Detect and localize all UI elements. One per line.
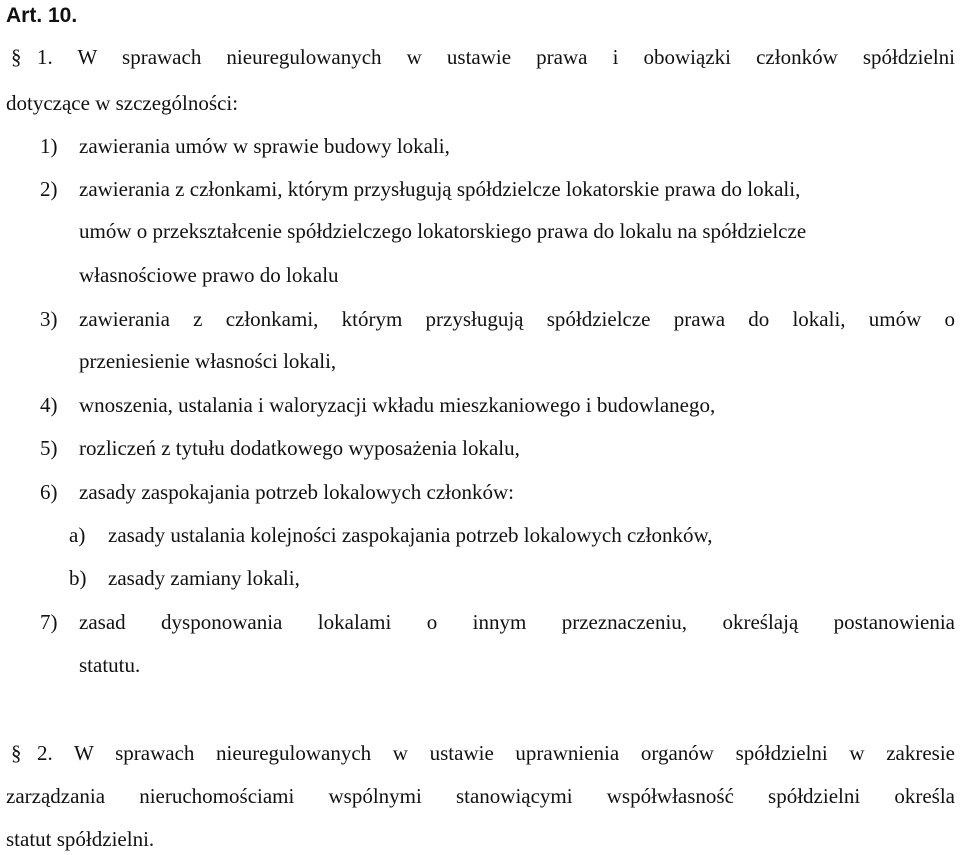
subitem-letter: a) bbox=[69, 523, 86, 547]
item-text: zasad dysponowania lokalami o innym przeznaczeniu, określają postanowienia bbox=[79, 610, 955, 634]
section-1-intro: 1. W sprawach nieuregulowanych w ustawie prawa i obowiązki członków spółdzielni bbox=[37, 45, 955, 69]
item-number: 2) bbox=[40, 177, 58, 201]
item-number: 1) bbox=[40, 134, 58, 158]
item-text: zawierania umów w sprawie budowy lokali, bbox=[79, 134, 450, 158]
item-text: rozliczeń z tytułu dodatkowego wyposażenia lokalu, bbox=[79, 436, 520, 460]
item-text: zawierania z członkami, którym przysługują spółdzielcze prawa do lokali, umów o bbox=[79, 307, 955, 331]
item-text-cont: przeniesienie własności lokali, bbox=[79, 349, 337, 373]
item-number: 3) bbox=[40, 307, 58, 331]
item-text: zawierania z członkami, którym przysługują spółdzielcze lokatorskie prawa do lokali, bbox=[79, 177, 801, 201]
item-text-cont: własnościowe prawo do lokalu bbox=[79, 263, 339, 287]
item-number: 6) bbox=[40, 480, 58, 504]
section-2-text: 2. W sprawach nieuregulowanych w ustawie uprawnienia organów spółdzielni w zakresie bbox=[37, 741, 955, 765]
item-text: wnoszenia, ustalania i waloryzacji wkładu mieszkaniowego i budowlanego, bbox=[79, 393, 716, 417]
item-text: zasady zaspokajania potrzeb lokalowych członków: bbox=[79, 480, 515, 504]
section-mark: § bbox=[11, 45, 22, 69]
section-2-text-cont: zarządzania nieruchomościami wspólnymi stanowiącymi współwłasność spółdzielni określa bbox=[6, 784, 955, 808]
item-number: 7) bbox=[40, 610, 58, 634]
item-text-cont: statutu. bbox=[79, 653, 141, 677]
article-title: Art. 10. bbox=[6, 4, 78, 27]
section-mark: § bbox=[11, 741, 22, 765]
section-2-text-cont: statut spółdzielni. bbox=[6, 827, 155, 851]
subitem-text: zasady zamiany lokali, bbox=[108, 566, 300, 590]
item-text-cont: umów o przekształcenie spółdzielczego lokatorskiego prawa do lokalu na spółdzielcze bbox=[79, 219, 807, 243]
subitem-text: zasady ustalania kolejności zaspokajania potrzeb lokalowych członków, bbox=[108, 523, 713, 547]
item-number: 5) bbox=[40, 436, 58, 460]
section-1-intro-cont: dotyczące w szczególności: bbox=[6, 91, 239, 115]
subitem-letter: b) bbox=[69, 566, 87, 590]
item-number: 4) bbox=[40, 393, 58, 417]
